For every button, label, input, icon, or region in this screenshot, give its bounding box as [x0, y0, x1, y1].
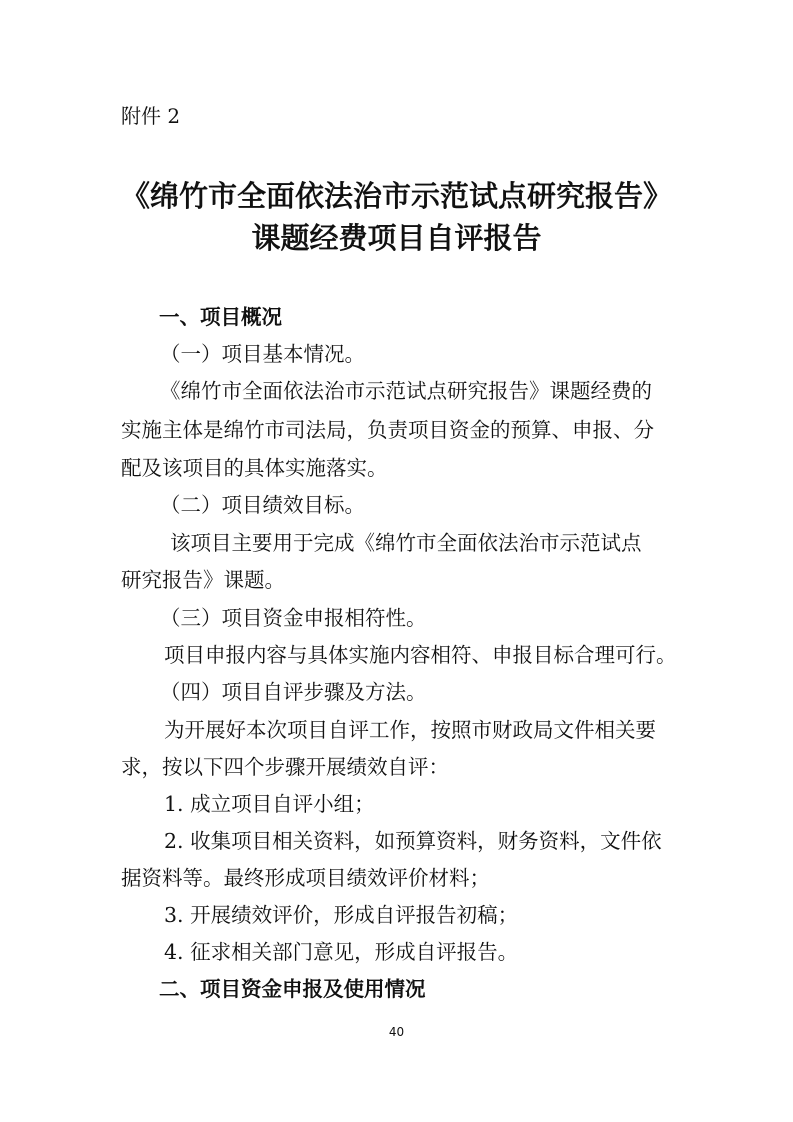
sub1-line: 配及该项目的具体实施落实。: [121, 456, 388, 480]
sub2-line: 研究报告》课题。: [121, 568, 285, 592]
page-number: 40: [388, 1025, 405, 1039]
attachment-label: 附件 2: [121, 104, 181, 128]
sub4-line: 求，按以下四个步骤开展绩效自评：: [121, 755, 449, 779]
step-item: 1. 成立项目自评小组；: [164, 792, 375, 816]
sub4-heading: （四）项目自评步骤及方法。: [160, 680, 427, 704]
sub2-heading: （二）项目绩效目标。: [160, 493, 365, 517]
sub1-line: 实施主体是绵竹市司法局，负责项目资金的预算、申报、分: [121, 418, 654, 442]
sub1-line: 《绵竹市全面依法治市示范试点研究报告》课题经费的: [160, 379, 652, 403]
step-item: 3. 开展绩效评价，形成自评报告初稿；: [164, 903, 519, 927]
sub4-line: 为开展好本次项目自评工作，按照市财政局文件相关要: [164, 718, 656, 742]
sub3-heading: （三）项目资金申报相符性。: [160, 606, 427, 630]
report-title-line1: 《绵竹市全面依法治市示范试点研究报告》: [120, 179, 672, 213]
sub3-line: 项目申报内容与具体实施内容相符、申报目标合理可行。: [164, 643, 677, 667]
section2-heading: 二、项目资金申报及使用情况: [159, 977, 426, 1001]
step-item-continuation: 据资料等。最终形成项目绩效评价材料；: [121, 866, 490, 890]
sub2-line: 该项目主要用于完成《绵竹市全面依法治市示范试点: [170, 531, 642, 555]
report-title-line2: 课题经费项目自评报告: [251, 221, 542, 255]
section1-heading: 一、项目概况: [159, 305, 282, 329]
step-item: 2. 收集项目相关资料，如预算资料，财务资料，文件依: [164, 829, 662, 853]
step-item: 4. 征求相关部门意见，形成自评报告。: [164, 940, 519, 964]
sub1-heading: （一）项目基本情况。: [160, 342, 365, 366]
